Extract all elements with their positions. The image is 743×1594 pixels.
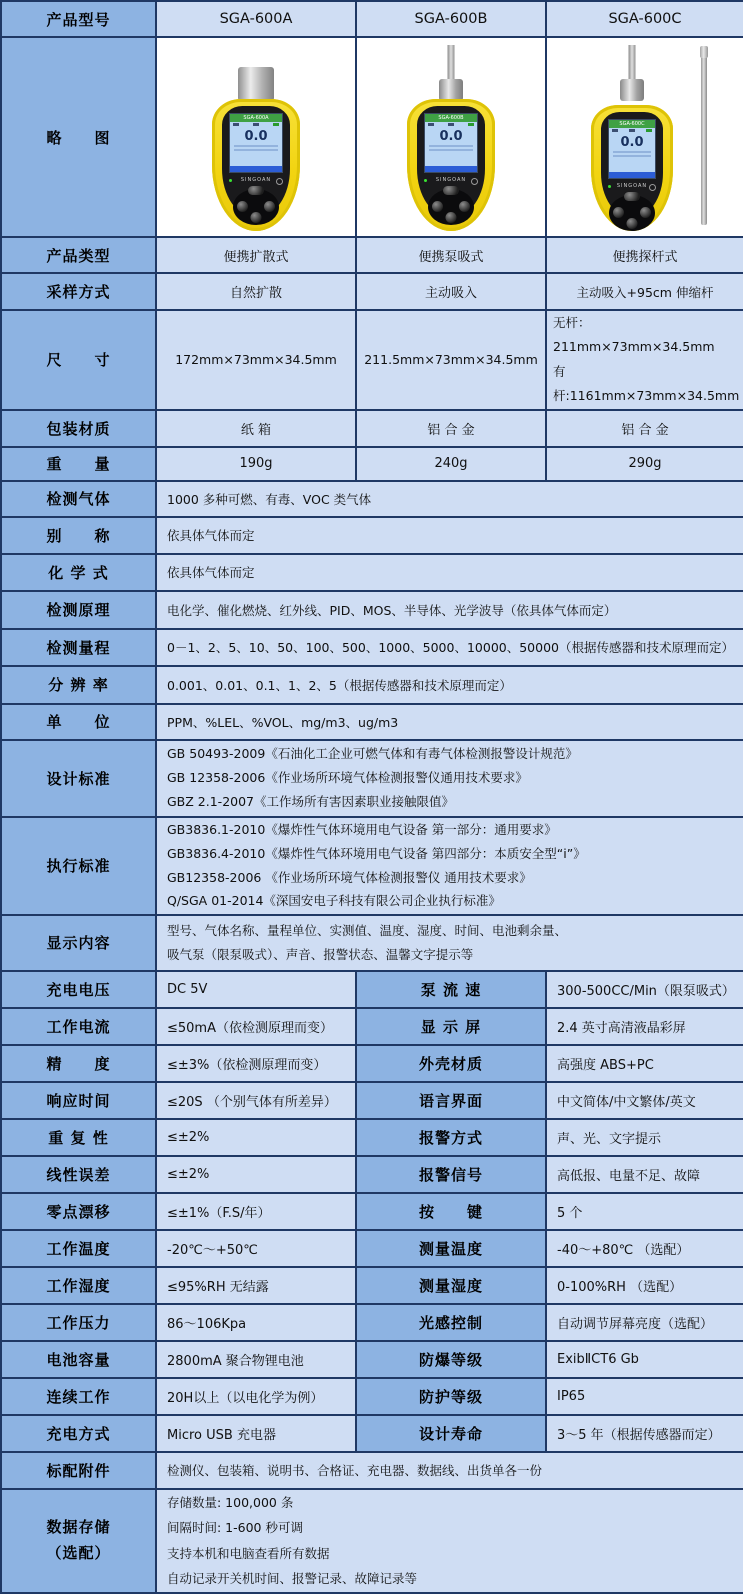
- spec-value: ≤20S （个别气体有所差异）: [156, 1082, 356, 1119]
- sketch-cell-c: [546, 37, 743, 237]
- table-row: [1, 1, 743, 37]
- menu-button-icon: [624, 192, 640, 201]
- brand-row: [421, 176, 481, 185]
- screen-reading: 0.0: [620, 135, 644, 150]
- spec-value: 中文简体/中文繁体/英文: [546, 1082, 743, 1119]
- storage-line: 间隔时间: 1-600 秒可调: [167, 1520, 303, 1536]
- row-label: [1, 1489, 156, 1594]
- row-label: 语言界面: [356, 1082, 546, 1119]
- spec-value: 190g: [156, 447, 356, 481]
- table-row: [1, 915, 743, 971]
- standard-line: GB 12358-2006《作业场所环境气体检测报警仪通用技术要求》: [167, 770, 528, 786]
- table-row: [1, 1156, 743, 1193]
- spec-value: 5 个: [546, 1193, 743, 1230]
- spec-value: 铝 合 金: [546, 410, 743, 447]
- spec-value: PPM、%LEL、%VOL、mg/m3、ug/m3: [156, 704, 743, 740]
- device-panel: [601, 112, 663, 218]
- table-row: [1, 740, 743, 817]
- standard-line: GB3836.1-2010《爆炸性气体环境用电气设备 第一部分：通用要求》: [167, 822, 557, 837]
- table-row: [1, 517, 743, 554]
- left-button-icon: [432, 201, 443, 212]
- table-row: [1, 666, 743, 704]
- row-label: 线性误差: [1, 1156, 156, 1193]
- row-label: 外壳材质: [356, 1045, 546, 1082]
- spec-value: 86～106Kpa: [156, 1304, 356, 1341]
- row-label: 报警方式: [356, 1119, 546, 1156]
- row-label: 设计寿命: [356, 1415, 546, 1452]
- screen-status-icons: [425, 122, 477, 129]
- spec-value: ≤95%RH 无结露: [156, 1267, 356, 1304]
- row-label: 检测量程: [1, 629, 156, 666]
- brand-label: SINGOAN: [616, 183, 648, 189]
- screen-status-icons: [230, 122, 282, 129]
- table-row: [1, 1452, 743, 1489]
- table-row: [1, 591, 743, 629]
- row-label: 充电电压: [1, 971, 156, 1008]
- table-row: [1, 447, 743, 481]
- probe-collar-icon: [620, 79, 644, 101]
- spec-value: ≤±2%: [156, 1119, 356, 1156]
- row-label: 响应时间: [1, 1082, 156, 1119]
- row-label: 尺 寸: [1, 310, 156, 410]
- spec-value: [546, 310, 743, 410]
- spec-value: 自然扩散: [156, 273, 356, 310]
- standard-line: GBZ 2.1-2007《工作场所有害因素职业接触限值》: [167, 793, 455, 809]
- display-content-line: 型号、气体名称、量程单位、实测值、温度、湿度、时间、电池剩余量、: [167, 922, 568, 938]
- row-label: 防护等级: [356, 1378, 546, 1415]
- row-label: 设计标准: [1, 740, 156, 817]
- spec-value: 211.5mm×73mm×34.5mm: [356, 310, 546, 410]
- row-label: 检测原理: [1, 591, 156, 629]
- screen-title: SGA-600A: [230, 114, 282, 122]
- spec-value: 0-100%RH （选配）: [546, 1267, 743, 1304]
- spec-value: 0.001、0.01、0.1、1、2、5（根据传感器和技术原理而定）: [156, 666, 743, 704]
- row-label: 化 学 式: [1, 554, 156, 591]
- spec-value: [156, 740, 743, 817]
- spec-value: 电化学、催化燃烧、红外线、PID、MOS、半导体、光学波导（依具体气体而定）: [156, 591, 743, 629]
- brand-label: SINGOAN: [435, 177, 467, 183]
- device-body: [591, 105, 673, 231]
- spec-value: DC 5V: [156, 971, 356, 1008]
- row-label: 防爆等级: [356, 1341, 546, 1378]
- device-screen: [608, 119, 656, 179]
- table-row: [1, 704, 743, 740]
- pump-probe-icon: [629, 45, 636, 81]
- row-label: 充电方式: [1, 1415, 156, 1452]
- spec-value: 高低报、电量不足、故障: [546, 1156, 743, 1193]
- spec-value: 2800mA 聚合物锂电池: [156, 1341, 356, 1378]
- row-label: 采样方式: [1, 273, 156, 310]
- battery-icon: [468, 123, 474, 126]
- screen-statusbar: [609, 172, 655, 178]
- row-label: 工作湿度: [1, 1267, 156, 1304]
- storage-label-line: （选配）: [46, 1543, 111, 1562]
- spec-value: 290g: [546, 447, 743, 481]
- row-label: 标配附件: [1, 1452, 156, 1489]
- screen-reading: 0.0: [439, 129, 463, 144]
- spec-value: [156, 915, 743, 971]
- screen-status-icons: [609, 128, 655, 135]
- standard-line: Q/SGA 01-2014《深国安电子科技有限公司企业执行标准》: [167, 893, 501, 909]
- spec-value: ≤50mA（依检测原理而变）: [156, 1008, 356, 1045]
- row-label: 产品类型: [1, 237, 156, 273]
- table-row: [1, 1082, 743, 1119]
- screen-info-rows: [425, 144, 477, 151]
- size-with-rod: 有杆:1161mm×73mm×34.5mm: [553, 363, 740, 404]
- table-row: [1, 1008, 743, 1045]
- spec-value: 1000 多种可燃、有毒、VOC 类气体: [156, 481, 743, 517]
- row-label: 测量湿度: [356, 1267, 546, 1304]
- screen-reading: 0.0: [244, 129, 268, 144]
- table-row: [1, 1489, 743, 1594]
- model-name-c: SGA-600C: [546, 1, 743, 37]
- device-body: [212, 99, 300, 231]
- battery-icon: [273, 123, 279, 126]
- spec-value: 铝 合 金: [356, 410, 546, 447]
- power-icon: [649, 184, 656, 191]
- right-button-icon: [264, 201, 275, 212]
- device-panel: [222, 106, 290, 218]
- spec-value: ≤±1%（F.S/年）: [156, 1193, 356, 1230]
- sketch-cell-a: [156, 37, 356, 237]
- table-row: [1, 310, 743, 410]
- enter-button-icon: [251, 212, 262, 223]
- table-row: [1, 1193, 743, 1230]
- device-illustration-c: [547, 39, 743, 235]
- spec-value: -40～+80℃ （选配）: [546, 1230, 743, 1267]
- screen-title: SGA-600B: [425, 114, 477, 122]
- spec-value: 高强度 ABS+PC: [546, 1045, 743, 1082]
- table-row: [1, 481, 743, 517]
- brand-row: [226, 176, 286, 185]
- spec-value: 240g: [356, 447, 546, 481]
- sketch-cell-b: [356, 37, 546, 237]
- row-label: 精 度: [1, 1045, 156, 1082]
- table-row: [1, 410, 743, 447]
- row-label: 测量温度: [356, 1230, 546, 1267]
- spec-value: 自动调节屏幕亮度（选配）: [546, 1304, 743, 1341]
- storage-line: 自动记录开关机时间、报警记录、故障记录等: [167, 1571, 418, 1587]
- table-row: [1, 1341, 743, 1378]
- storage-line: 存储数量: 100,000 条: [167, 1494, 294, 1510]
- row-label: 包装材质: [1, 410, 156, 447]
- enter-button-icon: [627, 218, 638, 229]
- table-row: [1, 629, 743, 666]
- row-label: 显示内容: [1, 915, 156, 971]
- spec-value: 便携泵吸式: [356, 237, 546, 273]
- row-label: 泵 流 速: [356, 971, 546, 1008]
- row-label: 单 位: [1, 704, 156, 740]
- spec-value: 3～5 年（根据传感器而定）: [546, 1415, 743, 1452]
- pump-probe-icon: [448, 45, 455, 81]
- keypad: [609, 195, 655, 231]
- row-label: 连续工作: [1, 1378, 156, 1415]
- spec-value: 依具体气体而定: [156, 517, 743, 554]
- spec-value: 300-500CC/Min（限泵吸式）: [546, 971, 743, 1008]
- device-illustration-b: [357, 39, 545, 235]
- row-label: 别 称: [1, 517, 156, 554]
- row-label-sketch: 略 图: [1, 37, 156, 237]
- left-button-icon: [237, 201, 248, 212]
- spec-value: 主动吸入+95cm 伸缩杆: [546, 273, 743, 310]
- enter-button-icon: [446, 212, 457, 223]
- row-label-model: 产品型号: [1, 1, 156, 37]
- spec-value: 172mm×73mm×34.5mm: [156, 310, 356, 410]
- device-screen: [229, 113, 283, 173]
- row-label: 执行标准: [1, 817, 156, 915]
- spec-value: Micro USB 充电器: [156, 1415, 356, 1452]
- probe-collar-icon: [439, 79, 463, 101]
- row-label: 零点漂移: [1, 1193, 156, 1230]
- telescopic-rod-icon: [701, 49, 707, 225]
- device-body: [407, 99, 495, 231]
- row-label: 检测气体: [1, 481, 156, 517]
- spec-value: 0－1、2、5、10、50、100、500、1000、5000、10000、50000（根据传感器和技术原理而定）: [156, 629, 743, 666]
- spec-value: 纸 箱: [156, 410, 356, 447]
- screen-title: SGA-600C: [609, 120, 655, 128]
- brand-label: SINGOAN: [240, 177, 272, 183]
- table-row: [1, 1304, 743, 1341]
- table-row: [1, 1119, 743, 1156]
- row-label: 显 示 屏: [356, 1008, 546, 1045]
- row-label: 电池容量: [1, 1341, 156, 1378]
- spec-value: 便携扩散式: [156, 237, 356, 273]
- screen-statusbar: [230, 166, 282, 172]
- table-row: [1, 273, 743, 310]
- power-icon: [276, 178, 283, 185]
- table-row: [1, 817, 743, 915]
- row-label: 报警信号: [356, 1156, 546, 1193]
- spec-value: -20℃～+50℃: [156, 1230, 356, 1267]
- table-row: [1, 1378, 743, 1415]
- screen-info-rows: [230, 144, 282, 151]
- sensor-cap-icon: [238, 67, 274, 101]
- spec-value: 主动吸入: [356, 273, 546, 310]
- power-icon: [471, 178, 478, 185]
- row-label: 工作压力: [1, 1304, 156, 1341]
- storage-line: 支持本机和电脑查看所有数据: [167, 1545, 330, 1561]
- standard-line: GB 50493-2009《石油化工企业可燃气体和有毒气体检测报警设计规范》: [167, 746, 578, 762]
- keypad: [428, 189, 474, 225]
- spec-value: 20H以上（以电化学为例）: [156, 1378, 356, 1415]
- spec-value: 依具体气体而定: [156, 554, 743, 591]
- device-panel: [417, 106, 485, 218]
- menu-button-icon: [443, 186, 459, 195]
- row-label: 工作温度: [1, 1230, 156, 1267]
- row-label: 重 量: [1, 447, 156, 481]
- table-row: [1, 554, 743, 591]
- keypad: [233, 189, 279, 225]
- screen-info-rows: [609, 150, 655, 157]
- right-button-icon: [459, 201, 470, 212]
- table-row: [1, 1267, 743, 1304]
- table-row: [1, 1230, 743, 1267]
- brand-row: [605, 182, 659, 191]
- spec-value: 便携探杆式: [546, 237, 743, 273]
- spec-value: 声、光、文字提示: [546, 1119, 743, 1156]
- table-row: [1, 971, 743, 1008]
- storage-label-line: 数据存储: [46, 1518, 111, 1537]
- spec-value: ExibⅡCT6 Gb: [546, 1341, 743, 1378]
- spec-value: ≤±2%: [156, 1156, 356, 1193]
- standard-line: GB3836.4-2010《爆炸性气体环境用电气设备 第四部分：本质安全型“i”》: [167, 845, 586, 861]
- table-row: [1, 1415, 743, 1452]
- screen-statusbar: [425, 166, 477, 172]
- display-content-line: 吸气泵（限泵吸式）、声音、报警状态、温馨文字提示等: [167, 946, 474, 962]
- size-no-rod: 无杆：211mm×73mm×34.5mm: [553, 315, 715, 355]
- model-name-a: SGA-600A: [156, 1, 356, 37]
- row-label: 光感控制: [356, 1304, 546, 1341]
- row-label: 分 辨 率: [1, 666, 156, 704]
- row-label: 重 复 性: [1, 1119, 156, 1156]
- left-button-icon: [613, 207, 624, 218]
- menu-button-icon: [248, 186, 264, 195]
- spec-value: [156, 817, 743, 915]
- device-screen: [424, 113, 478, 173]
- spec-value: 检测仪、包装箱、说明书、合格证、充电器、数据线、出货单各一份: [156, 1452, 743, 1489]
- row-label: 按 键: [356, 1193, 546, 1230]
- table-row: [1, 237, 743, 273]
- spec-value: 2.4 英寸高清液晶彩屏: [546, 1008, 743, 1045]
- row-label: 工作电流: [1, 1008, 156, 1045]
- device-illustration-a: [157, 39, 355, 235]
- table-row-sketch: [1, 37, 743, 237]
- spec-value: ≤±3%（依检测原理而变）: [156, 1045, 356, 1082]
- right-button-icon: [640, 207, 651, 218]
- spec-value: IP65: [546, 1378, 743, 1415]
- table-row: [1, 1045, 743, 1082]
- standard-line: GB12358-2006 《作业场所环境气体检测报警仪 通用技术要求》: [167, 869, 532, 885]
- spec-value: [156, 1489, 743, 1594]
- model-name-b: SGA-600B: [356, 1, 546, 37]
- battery-icon: [646, 129, 652, 132]
